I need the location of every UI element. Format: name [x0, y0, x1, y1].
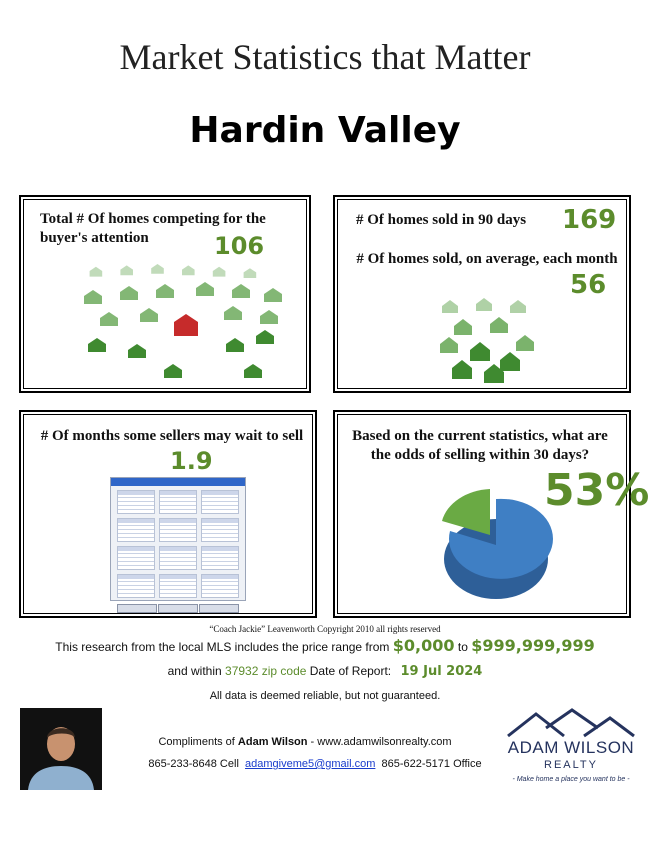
- agent-photo: [20, 708, 102, 790]
- stat-box-competing-homes: [20, 196, 310, 392]
- zip-prefix: and within: [167, 664, 222, 678]
- date-label: Date of Report:: [309, 664, 392, 678]
- report-date: 19 Jul 2024: [400, 664, 483, 679]
- agent-cell: 865-233-8648 Cell: [148, 758, 239, 770]
- compliments-line: [120, 736, 490, 748]
- months-wait-label: # Of months some sellers may wait to sell: [40, 428, 304, 444]
- area-name: Hardin Valley: [189, 110, 461, 151]
- copyright-text: “Coach Jackie” Leavenworth Copyright 2010 all rights reserved: [209, 624, 441, 634]
- stat-box-odds-of-selling: [334, 411, 650, 617]
- sold-90-label: # Of homes sold in 90 days: [356, 212, 527, 228]
- price-range-to: to: [457, 640, 468, 654]
- price-range-max: $999,999,999: [471, 636, 595, 655]
- zip-code: 37932 zip code: [225, 664, 307, 678]
- compliments-prefix: Compliments of: [158, 736, 235, 748]
- agent-website: - www.adamwilsonrealty.com: [307, 736, 452, 748]
- page-title: Market Statistics that Matter: [119, 37, 531, 77]
- stat-box-months-to-sell: [20, 411, 316, 617]
- roofline-icon: [506, 708, 636, 738]
- sold-90-value: 169: [562, 205, 617, 235]
- price-range-min: $0,000: [392, 636, 455, 655]
- price-range-line: [0, 636, 650, 655]
- houses-illustration-one-red: [84, 264, 284, 386]
- calendar-screenshot: [110, 477, 246, 601]
- price-range-text: This research from the local MLS includes the price range from: [55, 640, 390, 654]
- avg-sold-value: 56: [570, 270, 607, 300]
- avg-sold-label: # Of homes sold, on average, each month: [356, 251, 618, 267]
- logo-name: ADAM WILSON: [507, 738, 635, 757]
- disclaimer: All data is deemed reliable, but not guaranteed.: [209, 690, 441, 702]
- zip-date-line: [0, 664, 650, 679]
- agent-email-link[interactable]: adamgiveme5@gmail.com: [245, 758, 376, 770]
- odds-value: 53%: [544, 465, 650, 516]
- logo-realty: REALTY: [544, 759, 598, 771]
- odds-label: Based on the current statistics, what are the odds of selling within 30 days?: [352, 428, 608, 463]
- stat-box-homes-sold: [334, 196, 630, 392]
- company-logo: [506, 708, 636, 790]
- houses-illustration: [440, 298, 536, 384]
- competing-homes-label: Total # Of homes competing for the buyer's attention: [40, 211, 266, 246]
- agent-office: 865-622-5171 Office: [381, 758, 482, 770]
- months-wait-value: 1.9: [170, 447, 213, 475]
- agent-name: Adam Wilson: [237, 736, 308, 748]
- contact-line: [120, 758, 510, 770]
- pie-chart-icon: [434, 475, 554, 605]
- logo-tagline: - Make home a place you want to be -: [512, 776, 630, 783]
- competing-homes-value: 106: [214, 232, 265, 260]
